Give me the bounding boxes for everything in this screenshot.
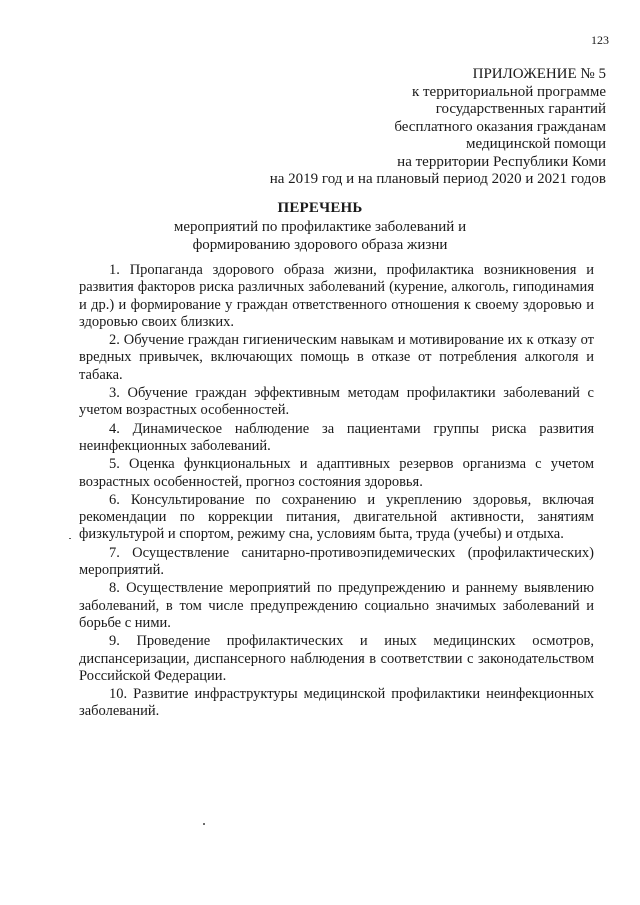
appendix-line: ПРИЛОЖЕНИЕ № 5 (472, 66, 606, 82)
measure-item-5: 5. Оценка функциональных и адаптивных резервов организма с учетом возрастных особенностей, прогноз состояния здоровья. (79, 456, 594, 490)
measure-item-4: 4. Динамическое наблюдение за пациентами группы риска развития неинфекционных заболеваний. (79, 420, 594, 454)
appendix-line: на территории Республики Коми (397, 153, 606, 170)
appendix-line: государственных гарантий (435, 101, 606, 117)
measures-list (79, 262, 594, 722)
measure-item-8: 8. Осуществление мероприятий по предупреждению и раннему выявлению заболеваний, в том числе предупреждению социально значимых заболеваний и борьбе с ними. (79, 580, 594, 631)
document-subtitle-line: формированию здорового образа жизни (192, 236, 448, 253)
scan-mark (69, 538, 71, 539)
measure-item-6: 6. Консультирование по сохранению и укреплению здоровья, включая рекомендации по коррекции питания, двигательной активности, занятиям физкультурой и спортом, режиму сна, условиям быта, труда (учебы) и отдыха. (79, 491, 594, 543)
appendix-line: медицинской помощи (466, 136, 606, 152)
measure-item-9: 9. Проведение профилактических и иных медицинских осмотров, диспансеризации, диспансерного наблюдения в соответствии с законодательством Российской Федерации. (79, 633, 594, 684)
scan-mark (203, 823, 206, 826)
document-heading (0, 200, 640, 254)
appendix-line: бесплатного оказания гражданам (394, 118, 606, 135)
document-subtitle-line: мероприятий по профилактике заболеваний и (173, 219, 467, 235)
document-title: ПЕРЕЧЕНЬ (277, 200, 363, 216)
page-number: 123 (591, 33, 609, 47)
measure-item-3: 3. Обучение граждан эффективным методам профилактики заболеваний с учетом возрастных особенностей. (79, 385, 594, 419)
measure-item-1: 1. Пропаганда здорового образа жизни, профилактика возникновения и развития факторов риска различных заболеваний (курение, алкоголь, гиподинамия и др.) и формирование у граждан ответственного отношения к своему здоровью и здоровью своих близких. (79, 262, 594, 330)
document-subtitle (0, 219, 640, 254)
measure-item-7: 7. Осуществление санитарно-противоэпидемических (профилактических) мероприятий. (79, 544, 594, 579)
appendix-line: на 2019 год и на плановый период 2020 и 2021 годов (269, 171, 606, 187)
measure-item-2: 2. Обучение граждан гигиеническим навыкам и мотивирование их к отказу от вредных привычек, включающих помощь в отказе от потребления алкоголя и табака. (79, 332, 594, 383)
appendix-line: к территориальной программе (411, 83, 606, 100)
measure-item-10: 10. Развитие инфраструктуры медицинской профилактики неинфекционных заболеваний. (79, 686, 594, 720)
appendix-block (246, 66, 606, 189)
